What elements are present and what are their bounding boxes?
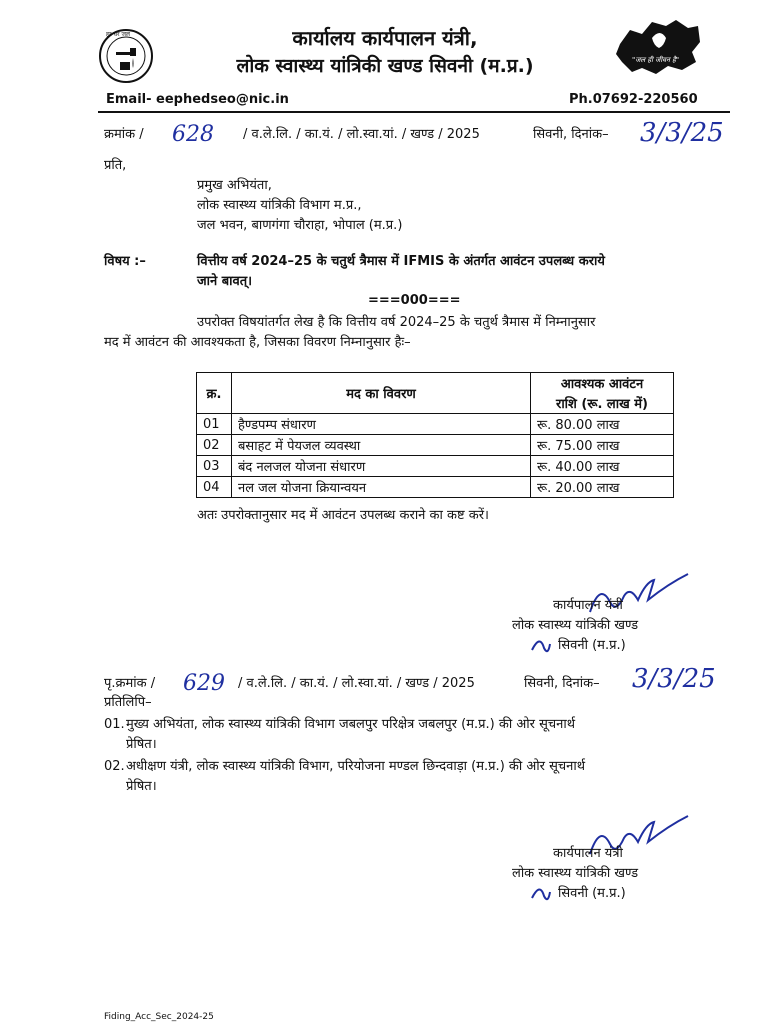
email: Email- eephedseo@nic.in xyxy=(106,92,289,107)
signature2-location: सिवनी (म.प्र.) xyxy=(558,886,626,901)
copy-place-date-label: सिवनी, दिनांक– xyxy=(524,676,600,691)
col-header-no: क्र. xyxy=(197,373,232,414)
left-logo-text: हर घर जल xyxy=(106,31,130,38)
copy-item-text-cont: प्रेषित। xyxy=(126,779,157,794)
office-title-line2: लोक स्वास्थ्य यांत्रिकी खण्ड सिवनी (म.प्र.) xyxy=(236,55,534,77)
table-row xyxy=(197,414,674,435)
row-amount: रू. 80.00 लाख xyxy=(531,414,674,435)
copy-label: प्रतिलिपि– xyxy=(104,695,152,710)
row-item: नल जल योजना क्रियान्वयन xyxy=(232,477,531,498)
copy-ref-number: 629 xyxy=(183,671,225,696)
mp-map-logo-icon xyxy=(612,16,704,78)
copy-item-no: 01. xyxy=(104,717,125,732)
right-logo-text: "जल ही जीवन है" xyxy=(632,56,680,64)
separator: ===000=== xyxy=(368,293,461,308)
file-note: Fiding_Acc_Sec_2024-25 xyxy=(104,1012,214,1022)
subject-line2: जाने बावत्। xyxy=(197,274,253,289)
right-logo xyxy=(612,16,704,78)
body-line2: मद में आवंटन की आवश्यकता है, जिसका विवरण निम्नानुसार हैः– xyxy=(104,335,411,350)
row-item: बंद नलजल योजना संधारण xyxy=(232,456,531,477)
signature1-location: सिवनी (म.प्र.) xyxy=(558,638,626,653)
left-logo xyxy=(98,28,154,84)
header-rule xyxy=(98,111,730,113)
ref-prefix: क्रमांक / xyxy=(104,127,144,142)
row-no: 01 xyxy=(197,414,232,435)
table-row xyxy=(197,456,674,477)
addressee-line1: प्रमुख अभियंता, xyxy=(197,178,272,193)
table-header-row xyxy=(197,373,674,394)
row-no: 04 xyxy=(197,477,232,498)
signature1-department: लोक स्वास्थ्य यांत्रिकी खण्ड xyxy=(512,618,639,633)
col-header-item: मद का विवरण xyxy=(232,373,531,414)
row-item: हैण्डपम्प संधारण xyxy=(232,414,531,435)
addressee-line2: लोक स्वास्थ्य यांत्रिकी विभाग म.प्र., xyxy=(197,198,362,213)
allocation-table xyxy=(196,372,674,498)
copy-item-no: 02. xyxy=(104,759,125,774)
row-no: 03 xyxy=(197,456,232,477)
signature2-department: लोक स्वास्थ्य यांत्रिकी खण्ड xyxy=(512,866,639,881)
ref-rest: / व.ले.लि. / का.यं. / लो.स्वा.यां. / खण्ड / 2025 xyxy=(243,127,480,142)
copy-date: 3/3/25 xyxy=(632,664,716,694)
phone: Ph.07692-220560 xyxy=(569,92,698,107)
ref-number: 628 xyxy=(172,122,214,147)
copy-item-text: अधीक्षण यंत्री, लोक स्वास्थ्य यांत्रिकी विभाग, परियोजना मण्डल छिन्दवाड़ा (म.प्र.) की ओर सूचनार्थ xyxy=(126,759,586,774)
row-item: बसाहट में पेयजल व्यवस्था xyxy=(232,435,531,456)
subject-label: विषय :– xyxy=(104,254,146,269)
col-header-amount: आवश्यक आवंटन xyxy=(531,373,674,394)
addressee-line3: जल भवन, बाणगंगा चौराहा, भोपाल (म.प्र.) xyxy=(197,218,403,233)
row-amount: रू. 75.00 लाख xyxy=(531,435,674,456)
to-label: प्रति, xyxy=(104,158,127,173)
signature1-designation: कार्यपालन यंत्री xyxy=(553,598,623,613)
row-no: 02 xyxy=(197,435,232,456)
row-amount: रू. 20.00 लाख xyxy=(531,477,674,498)
copy-item-text-cont: प्रेषित। xyxy=(126,737,157,752)
closing-line: अतः उपरोक्तानुसार मद में आवंटन उपलब्ध कराने का कष्ट करें। xyxy=(197,508,489,523)
copy-ref-prefix: पृ.क्रमांक / xyxy=(104,676,156,691)
copy-ref-rest: / व.ले.लि. / का.यं. / लो.स्वा.यां. / खण्ड / 2025 xyxy=(238,676,475,691)
copy-item-text: मुख्य अभियंता, लोक स्वास्थ्य यांत्रिकी विभाग जबलपुर परिक्षेत्र जबलपुर (म.प्र.) की ओर सूचनार्थ xyxy=(126,717,575,732)
letter-date: 3/3/25 xyxy=(640,118,724,148)
initial-scribble-2 xyxy=(528,880,552,904)
table-row xyxy=(197,435,674,456)
initial-scribble-1 xyxy=(528,632,552,656)
row-amount: रू. 40.00 लाख xyxy=(531,456,674,477)
signature2-designation: कार्यपालन यंत्री xyxy=(553,846,623,861)
place-date-label: सिवनी, दिनांक– xyxy=(533,127,609,142)
col-header-amount-unit: राशि (रू. लाख में) xyxy=(531,393,674,414)
subject-line1: वित्तीय वर्ष 2024–25 के चतुर्थ त्रैमास में IFMIS के अंतर्गत आवंटन उपलब्ध कराये xyxy=(197,254,605,269)
body-line1: उपरोक्त विषयांतर्गत लेख है कि वित्तीय वर्ष 2024–25 के चतुर्थ त्रैमास में निम्नानुसार xyxy=(197,315,596,330)
office-title-line1: कार्यालय कार्यपालन यंत्री, xyxy=(292,26,478,50)
table-row xyxy=(197,477,674,498)
